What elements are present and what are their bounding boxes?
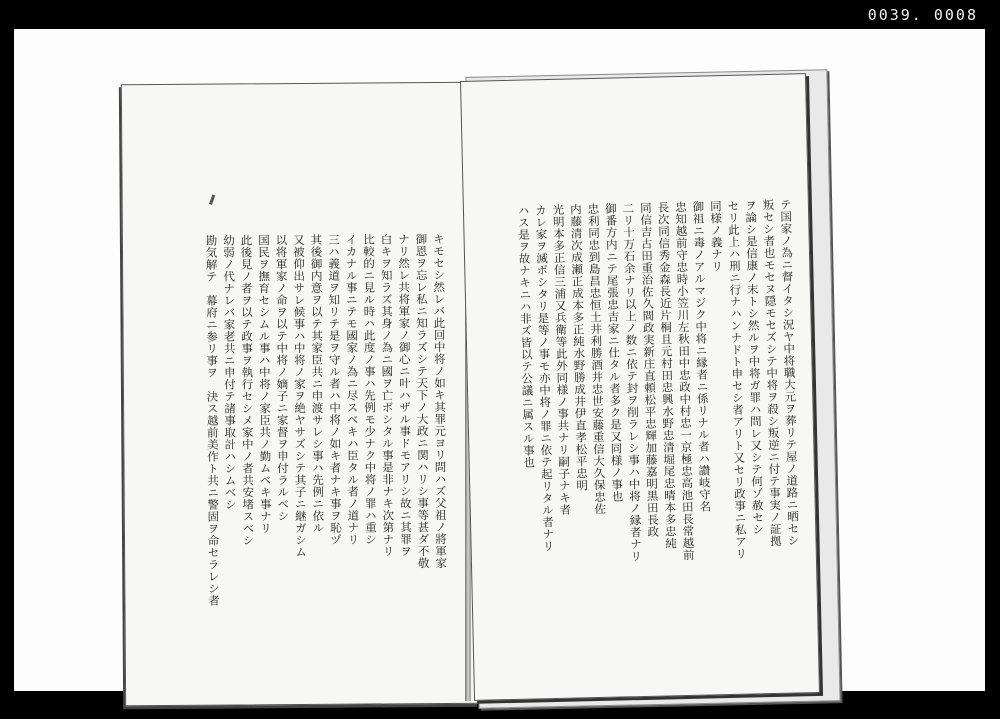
photo-background (14, 29, 985, 691)
text-column: 此後見ノ者ヲ以テ政事ヲ執行セシメ家中ノ者共安堵スベシ (239, 234, 256, 547)
text-column: イカナル事ニテモ國家ノ為ニ尽スベキハ臣タル者ノ道ナリ (344, 233, 361, 546)
text-column: 御祖ニ毒ノアルマジク中将ニ縁者ニ係リナル者ハ讃岐守名 (691, 200, 713, 513)
text-column: 幼弱ノ代ナレバ家老共ニ申付テ諸事取計ハシムベシ (221, 234, 238, 511)
text-column: 御番方内ニテ尾張忠吉家ニ仕タル者多ク是又同様ノ事也 (603, 202, 625, 503)
text-column: 比較的ニ見ル時ハ此度ノ事ハ先例モ少ナク中将ノ罪ハ重シ (361, 233, 379, 546)
text-column: ハス是ヲ故ナキニハ非ズ皆以テ公議ニ属スル事也 (516, 204, 537, 469)
text-column: ヲ論シ是信康ノ末トシ然ルヲ中将ガ罪ハ問レ又シテ何ゾ赦セシ (743, 199, 766, 536)
text-column: 長次同信秀金森長近片桐且元村田忠興水野忠清堀尾忠晴本多忠純 (656, 201, 679, 550)
text-column: テ国家ノ為ニ督イタシ況ヤ中将職大元ヲ葬リテ屋ノ道路ニ晒セシ (778, 198, 801, 547)
text-column: 御恩ヲ忘レ私ニ知ラズシテ天下ノ大政ニ関ハリシ事等甚ダ不敬 (414, 233, 431, 570)
text-column: 内藤清次成瀬正成本多正純水野勝成井伊直孝松平忠明 (568, 203, 590, 492)
text-column: 忠知越前守忠時小笠川左秋田中忠政中村忠一京極忠高池田長常越前 (673, 200, 696, 562)
text-column: 光明本多正信三浦又兵衛等此外同様ノ事共ナリ嗣子ナキ者 (551, 203, 573, 516)
right-page-text (514, 198, 805, 674)
text-column: 叛セシ者也モセヌ隠モセズシテ中将ヲ殺シ叛逆ニ付テ事実ノ証拠 (761, 198, 784, 548)
text-column: 三ハ義道ヲ知リテ是ヲ守ル者ハ中将ノ如キ者ナキ事ヲ恥ヅ (326, 233, 344, 546)
text-column: 其後御内意ヲ以テ其家臣共ニ申渡サレシ事ハ先例ニ依ル (309, 233, 326, 534)
left-page-text (202, 233, 450, 695)
text-column: ナリ然レ共将軍家ノ御心ニ叶ハザル事ドモアリシ故ニ其罪ヲ (396, 233, 414, 558)
text-column: セリ此上ハ刑ニ行ナハンナドト申セシ者アリト又セリ政事ニ私アリ (726, 199, 749, 560)
text-column: 国民ヲ撫育セシムル事ハ中将ノ家臣共ノ勤ムベキ事ナリ (256, 234, 273, 535)
right-page (460, 73, 820, 701)
text-column: 忠利同忠到島昌忠恒土井利勝酒井忠世安藤重信大久保忠佐 (586, 202, 608, 516)
frame-number: 0039. 0008 (867, 6, 978, 24)
text-column: キモセシ然レバ此回中将ノ如キ其罪元ヨリ問ハズ父祖ノ將軍家 (431, 232, 449, 570)
left-page (121, 82, 479, 706)
text-column: 白キヲ知ラズ其身ノ為ニ國ヲ亡ボシタル事是非ナキ次第ナリ (379, 233, 396, 558)
text-column: 又被仰出サレ候事ハ中将ノ家ヲ絶ヤサズシテ其子ニ継ガシム (291, 233, 309, 559)
paper-mark (209, 194, 215, 204)
text-column: 同信吉古田重治佐久間政実新庄直頼松平忠輝加藤嘉明黒田長政 (638, 201, 661, 538)
text-column: 二リ十万石余ナリ以上ノ数ニ依テ封ヲ削ラレシ事ハ中将ノ縁者ナリ (621, 202, 644, 563)
text-column: 勘気解テ 幕府ニ参リ事ヲ 決ス越前美作ト共ニ警固ヲ命セラレシ者 (204, 234, 221, 607)
text-column: カレ家ヲ滅ボシタリ是等ノ事モ亦中将ノ罪ニ依テ起リタル者ナリ (533, 204, 556, 553)
text-column: 同様ノ義ナリ (708, 200, 725, 273)
open-book (117, 73, 835, 709)
text-column: 以将軍家ノ命ヲ以テ中将ノ嫡子ニ家督ヲ申付ラルベシ (274, 234, 291, 523)
